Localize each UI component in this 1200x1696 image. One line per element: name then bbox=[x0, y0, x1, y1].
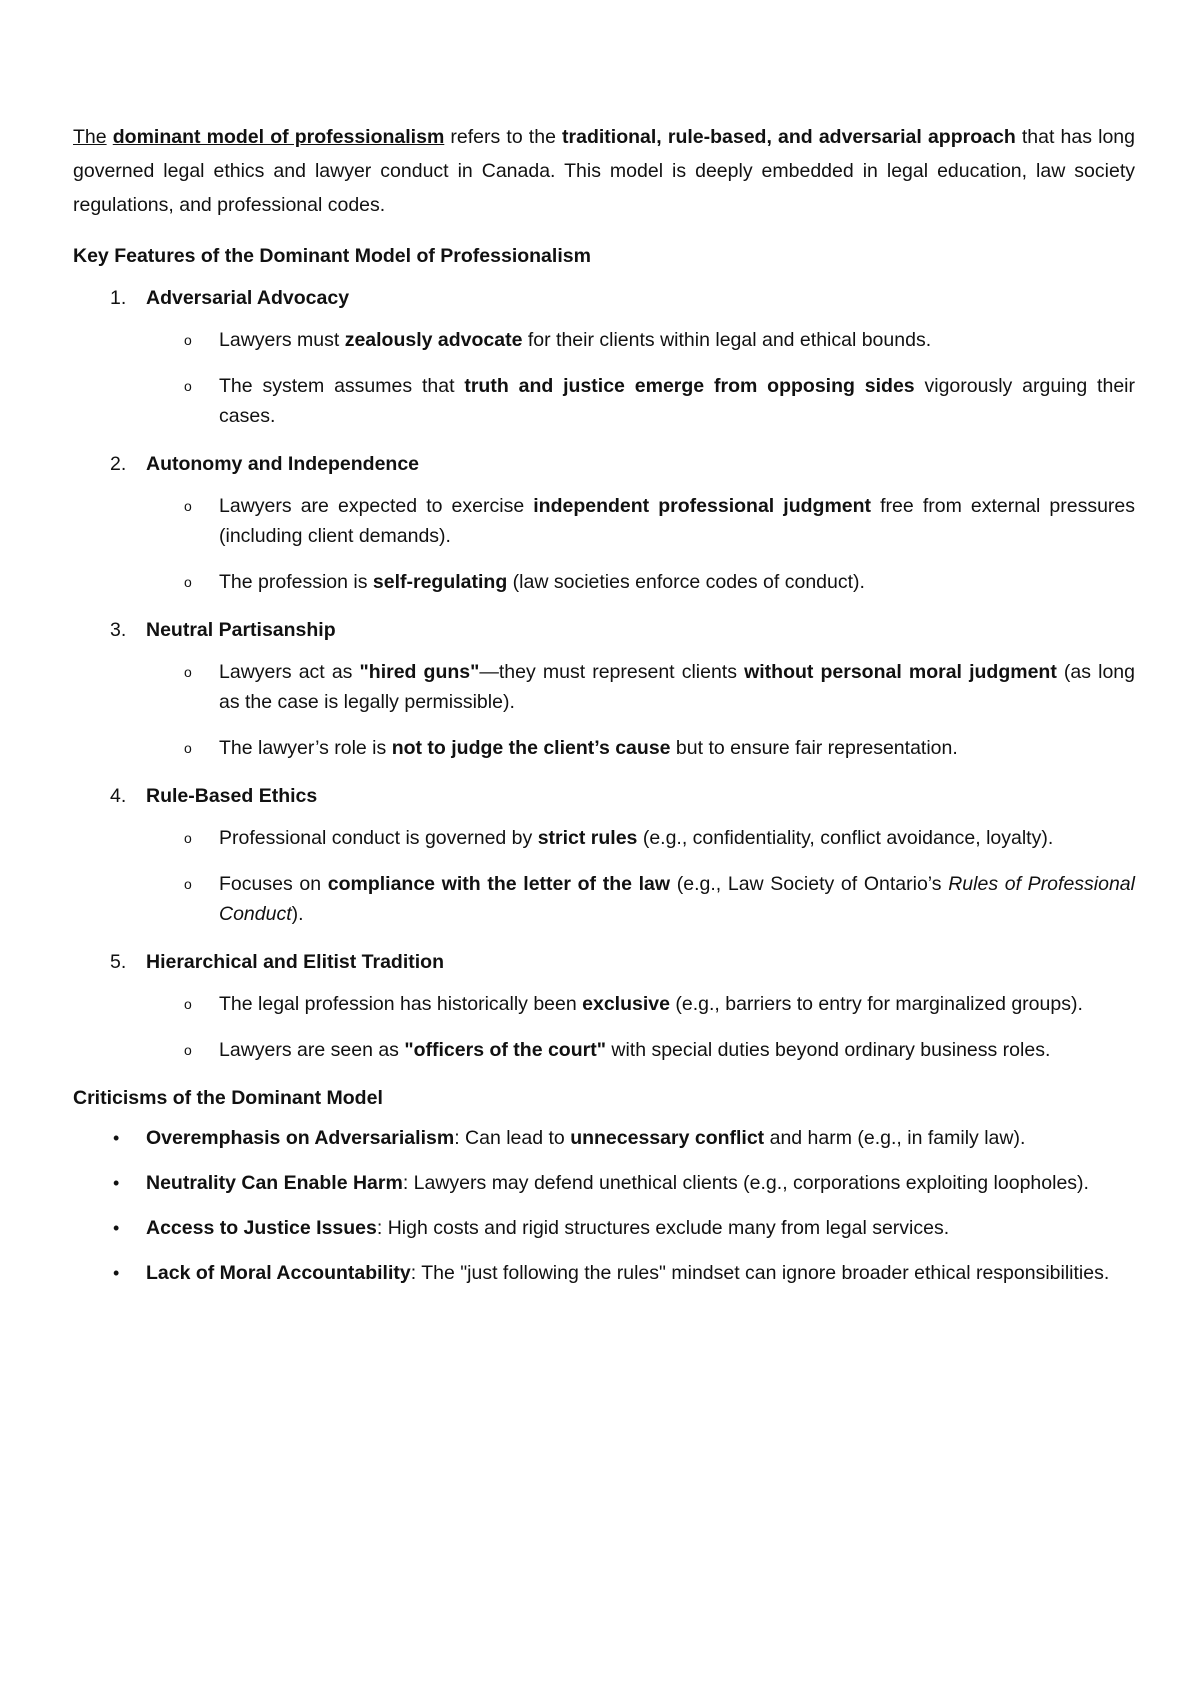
circle-bullet-icon: o bbox=[184, 332, 192, 348]
feature-title: Neutral Partisanship bbox=[146, 619, 336, 641]
feature-item bbox=[73, 447, 1135, 597]
feature-item bbox=[73, 945, 1135, 1065]
intro-paragraph bbox=[73, 120, 1135, 222]
point-emphasis: independent professional judgment bbox=[533, 495, 872, 517]
feature-number: 1. bbox=[110, 287, 127, 309]
feature-points bbox=[146, 989, 1135, 1065]
point-text: but to ensure fair representation. bbox=[670, 737, 958, 759]
point-text: The legal profession has historically been bbox=[219, 993, 583, 1015]
feature-point bbox=[73, 989, 1135, 1019]
circle-bullet-icon: o bbox=[184, 876, 192, 892]
point-text: —they must represent clients bbox=[479, 661, 745, 683]
point-text: (law societies enforce codes of conduct). bbox=[507, 571, 865, 593]
intro-approach: traditional, rule-based, and adversarial approach bbox=[562, 126, 1016, 148]
point-emphasis: exclusive bbox=[582, 993, 670, 1015]
criticism-text: and harm (e.g., in family law). bbox=[764, 1127, 1026, 1149]
criticism-item bbox=[73, 1213, 1135, 1243]
feature-point bbox=[73, 371, 1135, 431]
point-text: The system assumes that bbox=[219, 375, 465, 397]
circle-bullet-icon: o bbox=[184, 378, 192, 394]
feature-point bbox=[73, 567, 1135, 597]
point-emphasis: "hired guns" bbox=[359, 661, 480, 683]
feature-number: 4. bbox=[110, 785, 127, 807]
point-emphasis: not to judge the client’s cause bbox=[391, 737, 671, 759]
criticism-emphasis: unnecessary conflict bbox=[570, 1127, 765, 1149]
point-text: Lawyers must bbox=[219, 329, 345, 351]
criticism-text: : Lawyers may defend unethical clients (e.g., corporations exploiting loopholes). bbox=[402, 1172, 1089, 1194]
point-text: Lawyers act as bbox=[219, 661, 360, 683]
feature-title: Rule-Based Ethics bbox=[146, 785, 318, 807]
feature-number: 2. bbox=[110, 453, 127, 475]
feature-point bbox=[73, 733, 1135, 763]
feature-title: Adversarial Advocacy bbox=[146, 287, 350, 309]
criticism-item bbox=[73, 1123, 1135, 1153]
feature-title: Hierarchical and Elitist Tradition bbox=[146, 951, 444, 973]
criticism-text: : High costs and rigid structures exclude many from legal services. bbox=[376, 1217, 950, 1239]
point-text: (as long as the case is legally permissible). bbox=[219, 661, 1135, 713]
point-text: Professional conduct is governed by bbox=[219, 827, 538, 849]
point-emphasis: truth and justice emerge from opposing sides bbox=[464, 375, 915, 397]
bullet-icon: • bbox=[113, 1128, 120, 1148]
feature-point bbox=[73, 1035, 1135, 1065]
bullet-icon: • bbox=[113, 1173, 120, 1193]
feature-points bbox=[146, 657, 1135, 763]
circle-bullet-icon: o bbox=[184, 830, 192, 846]
document-page bbox=[73, 120, 1135, 1303]
criticism-item bbox=[73, 1258, 1135, 1288]
point-text: vigorously arguing their cases. bbox=[219, 375, 1135, 427]
point-text: for their clients within legal and ethical bounds. bbox=[522, 329, 932, 351]
criticism-title: Neutrality Can Enable Harm bbox=[146, 1172, 403, 1194]
point-text: Focuses on bbox=[219, 873, 328, 895]
point-text: (e.g., barriers to entry for marginalized groups). bbox=[669, 993, 1083, 1015]
criticism-title: Lack of Moral Accountability bbox=[146, 1262, 411, 1284]
feature-number: 5. bbox=[110, 951, 127, 973]
criticism-item bbox=[73, 1168, 1135, 1198]
features-list bbox=[73, 281, 1135, 1065]
point-emphasis: self-regulating bbox=[372, 571, 508, 593]
point-text: Lawyers are expected to exercise bbox=[219, 495, 534, 517]
point-emphasis: strict rules bbox=[537, 827, 638, 849]
feature-number: 3. bbox=[110, 619, 127, 641]
intro-the: The bbox=[73, 126, 107, 148]
criticism-title: Overemphasis on Adversarialism bbox=[146, 1127, 455, 1149]
feature-title: Autonomy and Independence bbox=[146, 453, 420, 475]
point-text: The profession is bbox=[219, 571, 373, 593]
feature-points bbox=[146, 491, 1135, 597]
feature-point bbox=[73, 491, 1135, 551]
circle-bullet-icon: o bbox=[184, 996, 192, 1012]
feature-item bbox=[73, 281, 1135, 431]
bullet-icon: • bbox=[113, 1263, 120, 1283]
feature-points bbox=[146, 325, 1135, 431]
circle-bullet-icon: o bbox=[184, 498, 192, 514]
point-text: free from external pressures (including client demands). bbox=[219, 495, 1135, 547]
intro-text-2: that has long governed legal ethics and lawyer conduct in Canada. This model is deeply embedded in legal education, law society regulations, and professional codes. bbox=[73, 126, 1135, 216]
circle-bullet-icon: o bbox=[184, 664, 192, 680]
point-emphasis: zealously advocate bbox=[344, 329, 523, 351]
bullet-icon: • bbox=[113, 1218, 120, 1238]
point-emphasis: "officers of the court" bbox=[404, 1039, 606, 1061]
point-text: ). bbox=[291, 903, 304, 925]
circle-bullet-icon: o bbox=[184, 740, 192, 756]
criticism-text: : The "just following the rules" mindset can ignore broader ethical responsibilities. bbox=[410, 1262, 1110, 1284]
circle-bullet-icon: o bbox=[184, 574, 192, 590]
point-emphasis: compliance with the letter of the law bbox=[327, 873, 671, 895]
feature-point bbox=[73, 869, 1135, 929]
feature-item bbox=[73, 613, 1135, 763]
circle-bullet-icon: o bbox=[184, 1042, 192, 1058]
criticism-text: : Can lead to bbox=[454, 1127, 571, 1149]
point-italic: Rules of Professional Conduct bbox=[219, 873, 1135, 925]
features-heading: Key Features of the Dominant Model of Professionalism bbox=[73, 245, 591, 267]
point-text: (e.g., confidentiality, conflict avoidance, loyalty). bbox=[637, 827, 1054, 849]
intro-term: dominant model of professionalism bbox=[112, 126, 445, 148]
feature-points bbox=[146, 823, 1135, 929]
point-text: Lawyers are seen as bbox=[219, 1039, 405, 1061]
criticisms-list bbox=[73, 1123, 1135, 1288]
criticisms-heading: Criticisms of the Dominant Model bbox=[73, 1087, 383, 1109]
feature-item bbox=[73, 779, 1135, 929]
intro-text-1: refers to the bbox=[444, 126, 563, 148]
feature-point bbox=[73, 325, 1135, 355]
criticism-title: Access to Justice Issues bbox=[146, 1217, 377, 1239]
point-text: (e.g., Law Society of Ontario’s bbox=[670, 873, 949, 895]
point-text: with special duties beyond ordinary business roles. bbox=[605, 1039, 1051, 1061]
point-emphasis: without personal moral judgment bbox=[744, 661, 1057, 683]
feature-point bbox=[73, 657, 1135, 717]
point-text: The lawyer’s role is bbox=[219, 737, 392, 759]
feature-point bbox=[73, 823, 1135, 853]
